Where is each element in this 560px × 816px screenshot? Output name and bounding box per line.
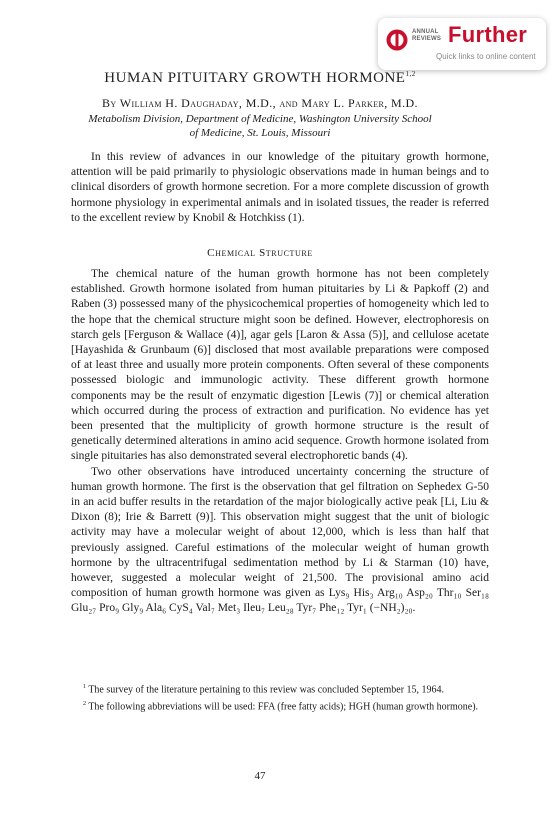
badge-title[interactable]: Further (448, 22, 528, 47)
author-affiliation (60, 112, 460, 140)
intro-paragraph (71, 150, 489, 226)
article-authors: By William H. Daughaday, M.D., and Mary L. Parker, M.D. (102, 96, 418, 110)
footnote-2 (71, 698, 489, 713)
section-paragraph-2: Two other observations have introduced uncertainty concerning the structure of human growth hormone. The first is the observation that gel filtration on Sephedex G-50 in an acid buffer results in the retardation of the major biologically active peak [Li, Liu & Dixon (8); Irie & Barrett (9)]. This observation might suggest that the unit of biologic activity may have a molecular weight of about 12,000, which is less than half that previously assigned. Careful estimations of the molecular weight of human growth hormone by the ultracentrifugal sedimentation method by Li & Starman (10) have, however, suggested a molecular weight of 21,500. The provisional amino acid composition of human growth hormone was given as Lys₉ His₃ Arg₁₀ Asp₂₀ Thr₁₀ Ser₁₈ Glu₂₇ Pro₉ Gly₉ Ala₆ CyS₄ Val₇ Met₃ Ileu₇ Leu₂₈ Tyr₇ Phe₁₂ Tyr₁ (−NH₂)₂₀. (71, 465, 489, 615)
section-heading: Chemical Structure (207, 247, 313, 259)
badge-subtitle[interactable]: Quick links to online content (436, 52, 536, 61)
article-title (36, 70, 484, 87)
footnotes (71, 681, 489, 716)
title-footnote-marks: 1,2 (405, 70, 416, 78)
page-number: 47 (254, 770, 266, 782)
badge-org-line2: REVIEWS (412, 36, 442, 42)
section-body (71, 267, 489, 617)
annual-reviews-logo-icon (386, 29, 408, 51)
further-links-badge[interactable] (378, 18, 546, 70)
footnote-1 (71, 681, 489, 696)
badge-org-name (412, 29, 441, 43)
affiliation-line-2: of Medicine, St. Louis, Missouri (189, 127, 331, 139)
affiliation-line-1: Metabolism Division, Department of Medicine, Washington University School (88, 113, 432, 125)
footnote-1-mark: 1 (83, 684, 86, 690)
footnote-2-mark: 2 (83, 701, 86, 708)
badge-org-line1: ANNUAL (412, 29, 439, 35)
footnote-2-text: The following abbreviations will be used: FFA (free fatty acids); HGH (human growth hormone). (88, 701, 479, 713)
footnote-1-text: The survey of the literature pertaining to this review was concluded September 15, 1964. (88, 684, 445, 696)
article-title-text: HUMAN PITUITARY GROWTH HORMONE (104, 70, 406, 86)
section-paragraph-1: The chemical nature of the human growth hormone has not been completely established. Growth hormone isolated from human pituitaries by Li & Papkoff (2) and Raben (3) possessed many of the physicochemical properties of homogeneity which led to the hope that the chemical structure might soon be defined. However, electrophoresis on starch gels [Ferguson & Wallace (4)], agar gels [Laron & Assa (5)], and cellulose acetate [Hayashida & Grunbaum (6)] disclosed that most available preparations were composed of at least three and usually more protein components. Often several of these components possessed biologic and immunologic activity. These different growth hormone components may be the result of enzymatic digestion [Lewis (7)] or chemical alteration which occurred during the process of extraction and purification. No evidence has yet been presented that the multiplicity of growth hormone structure is the result of genetically determined alterations in amino acid sequence. Growth hormone isolated from single pituitaries has also demonstrated several electrophoretic bands (4). (71, 268, 489, 463)
intro-text: In this review of advances in our knowledge of the pituitary growth hormone, attention will be paid primarily to physiologic observations made in human beings and to clinical disorders of growth hormone secretion. For a more complete discussion of growth hormone physiology in experimental animals and in isolated tissues, the reader is referred to the excellent review by Knobil & Hotchkiss (1). (71, 151, 489, 224)
